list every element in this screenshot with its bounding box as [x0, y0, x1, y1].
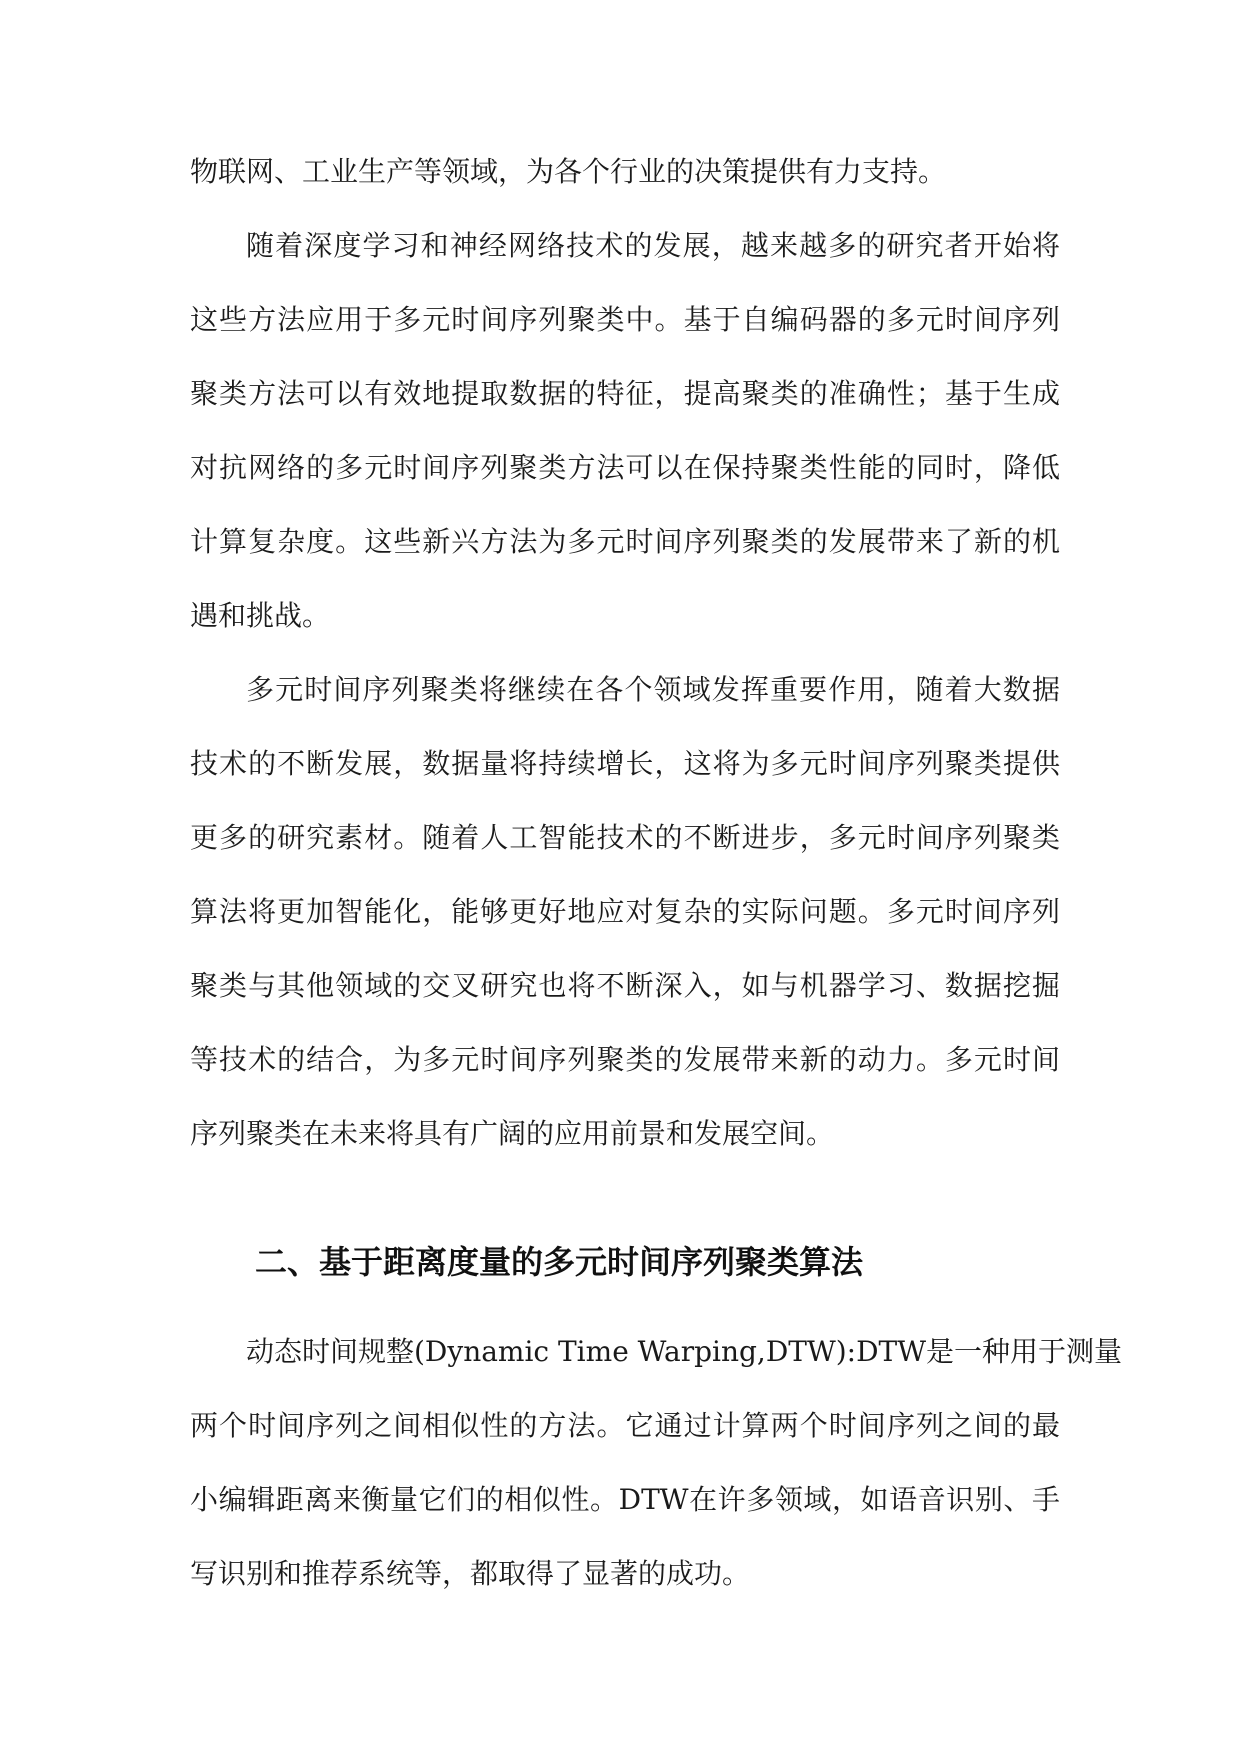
- paragraph-2-line-6: 遇和挑战。: [190, 599, 331, 632]
- paragraph-dtw-line-1: 动态时间规整(Dynamic Time Warping,DTW):DTW是一种用于测量: [246, 1335, 1122, 1368]
- paragraph-2-line-1: 随着深度学习和神经网络技术的发展，越来越多的研究者开始将: [246, 229, 1060, 262]
- paragraph-3-line-2: 技术的不断发展，数据量将持续增长，这将为多元时间序列聚类提供: [190, 747, 1060, 780]
- paragraph-dtw-line-2: 两个时间序列之间相似性的方法。它通过计算两个时间序列之间的最: [190, 1409, 1060, 1442]
- paragraph-3-line-1: 多元时间序列聚类将继续在各个领域发挥重要作用，随着大数据: [246, 673, 1060, 706]
- paragraph-3-line-6: 等技术的结合，为多元时间序列聚类的发展带来新的动力。多元时间: [190, 1043, 1060, 1076]
- paragraph-3-line-4: 算法将更加智能化，能够更好地应对复杂的实际问题。多元时间序列: [190, 895, 1060, 928]
- section-heading: 二、基于距离度量的多元时间序列聚类算法: [255, 1243, 864, 1281]
- body-text: [190, 0, 1122, 1754]
- paragraph-2-line-2: 这些方法应用于多元时间序列聚类中。基于自编码器的多元时间序列: [190, 303, 1060, 336]
- paragraph-3-line-5: 聚类与其他领域的交叉研究也将不断深入，如与机器学习、数据挖掘: [190, 969, 1060, 1002]
- paragraph-dtw-line-3: 小编辑距离来衡量它们的相似性。DTW在许多领域，如语音识别、手: [190, 1483, 1060, 1516]
- paragraph-3-line-7: 序列聚类在未来将具有广阔的应用前景和发展空间。: [190, 1117, 835, 1150]
- paragraph-dtw-line-4: 写识别和推荐系统等，都取得了显著的成功。: [190, 1557, 751, 1590]
- paragraph-3-line-3: 更多的研究素材。随着人工智能技术的不断进步，多元时间序列聚类: [190, 821, 1060, 854]
- paragraph-2-line-4: 对抗网络的多元时间序列聚类方法可以在保持聚类性能的同时，降低: [190, 451, 1060, 484]
- paragraph-2-line-3: 聚类方法可以有效地提取数据的特征，提高聚类的准确性；基于生成: [190, 377, 1060, 410]
- paragraph-1-line-1: 物联网、工业生产等领域，为各个行业的决策提供有力支持。: [190, 155, 947, 188]
- paragraph-2-line-5: 计算复杂度。这些新兴方法为多元时间序列聚类的发展带来了新的机: [190, 525, 1060, 558]
